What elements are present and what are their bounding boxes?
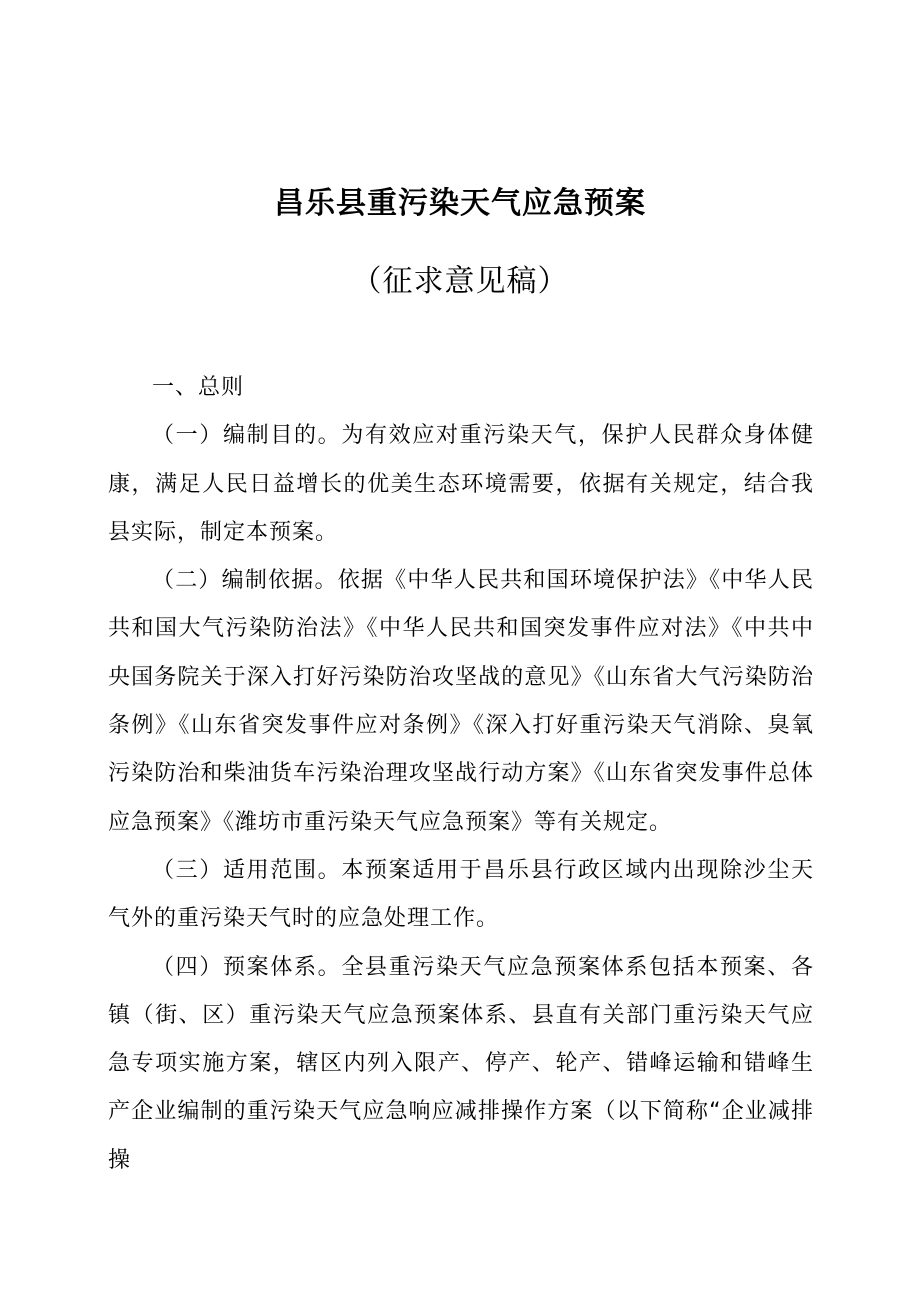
document-title: 昌乐县重污染天气应急预案 bbox=[274, 186, 646, 221]
paragraph-plan-system: （四）预案体系。全县重污染天气应急预案体系包括本预案、各镇（街、区）重污染天气应急预案体系、县直有关部门重污染天气应急专项实施方案，辖区内列入限产、停产、轮产、错峰运输和错峰生产企业编制的重污染天气应急响应减排操作方案（以下简称“企业减排操 bbox=[108, 954, 814, 1173]
paragraph-purpose: （一）编制目的。为有效应对重污染天气，保护人民群众身体健康，满足人民日益增长的优美生态环境需要，依据有关规定，结合我县实际，制定本预案。 bbox=[108, 423, 814, 545]
document-body bbox=[108, 364, 814, 1185]
paragraph-scope: （三）适用范围。本预案适用于昌乐县行政区域内出现除沙尘天气外的重污染天气时的应急处理工作。 bbox=[108, 857, 814, 932]
paragraph-basis: （二）编制依据。依据《中华人民共和国环境保护法》《中华人民共和国大气污染防治法》《中华人民共和国突发事件应对法》《中共中央国务院关于深入打好污染防治攻坚战的意见》《山东省大气污染防治条例》《山东省突发事件应对条例》《深入打好重污染天气消除、臭氧污染防治和柴油货车污染治理攻坚战行动方案》《山东省突发事件总体应急预案》《潍坊市重污染天气应急预案》等有关规定。 bbox=[108, 568, 814, 835]
section-heading-general: 一、总则 bbox=[152, 375, 245, 400]
document-subtitle: （征求意见稿） bbox=[351, 264, 569, 299]
